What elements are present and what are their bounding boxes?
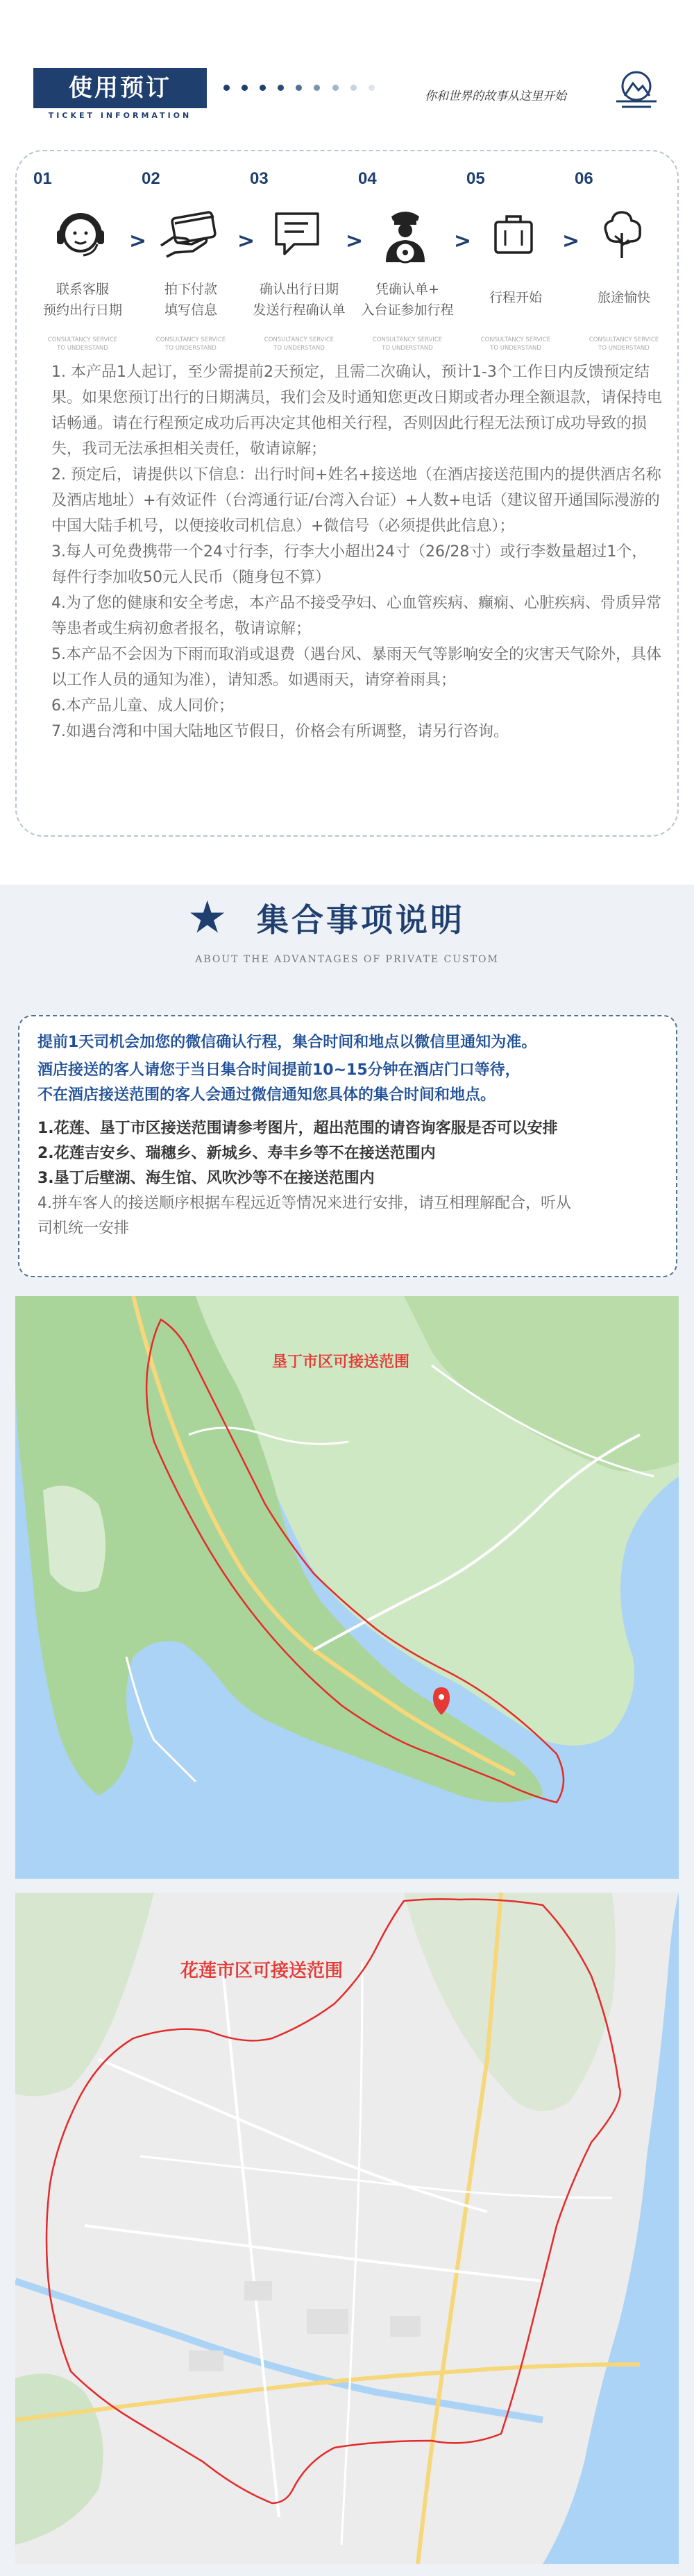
note-item: 3.每人可免费携带一个24寸行李，行李大小超出24寸（26/28寸）或行李数量超过1个，每件行李加收50元人民币（随身包不算）	[51, 543, 648, 586]
booking-steps-panel	[15, 150, 679, 837]
arrow-icon: >	[346, 229, 364, 253]
mountain-logo-icon	[612, 69, 661, 112]
gathering-section-header	[0, 888, 694, 978]
customer-service-headset-icon	[46, 203, 115, 265]
arrow-icon: >	[237, 229, 255, 253]
step-label: 凭确认单+ 入台证参加行程	[361, 282, 454, 318]
slogan: 你和世界的故事从这里开始	[425, 89, 566, 103]
step-number: 05	[466, 169, 485, 188]
step-en-caption: CONSULTANCY SERVICE TO UNDERSTAND	[480, 336, 551, 352]
note-item: 6.本产品儿童、成人同价；	[51, 697, 234, 715]
step-label: 旅途愉快	[597, 290, 650, 305]
title-badge	[33, 68, 207, 108]
info-line: 酒店接送的客人请您于当日集合时间提前10~15分钟在酒店门口等待，	[37, 1061, 520, 1079]
info-item: 1.花莲、垦丁市区接送范围请参考图片，超出范围的请咨询客服是否可以安排	[37, 1120, 558, 1137]
section-subtitle: ABOUT THE ADVANTAGES OF PRIVATE CUSTOM	[195, 954, 499, 965]
step-number: 01	[33, 169, 52, 188]
card-payment-icon	[154, 203, 223, 265]
kenting-range-label: 垦丁市区可接送范围	[272, 1354, 410, 1371]
kenting-map-image	[15, 1296, 679, 1879]
hualien-map	[15, 1893, 679, 2564]
step-en-caption: CONSULTANCY SERVICE TO UNDERSTAND	[155, 336, 226, 352]
kenting-map	[15, 1296, 679, 1879]
info-line: 提前1天司机会加您的微信确认行程，集合时间和地点以微信里通知为准。	[37, 1034, 537, 1051]
step-label: 确认出行日期 发送行程确认单	[253, 282, 346, 318]
step-label: 联系客服 预约出行日期	[42, 282, 122, 318]
step-number: 06	[575, 169, 593, 188]
star-icon: ★	[187, 892, 228, 944]
gathering-info-box	[18, 1015, 677, 1277]
note-item: 1. 本产品1人起订，至少需提前2天预定，且需二次确认，预计1-3个工作日内反馈预定结果。如果您预订出行的日期满员，我们会及时通知您更改日期或者办理全额退款，请保持电话畅通。请在行程预定成功后再决定其他相关行程，否则因此行程无法预订成功导致的损失，我司无法承担相关责任，敬请谅解；	[51, 364, 663, 458]
note-item: 4.为了您的健康和安全考虑，本产品不接受孕妇、心血管疾病、癫痫、心脏疾病、骨质异常等患者或生病初愈者报名，敬请谅解；	[51, 595, 661, 638]
step-label: 行程开始	[489, 290, 542, 305]
hualien-range-label: 花莲市区可接送范围	[180, 1961, 344, 1981]
decorative-dots	[223, 80, 383, 94]
hualien-map-image	[15, 1893, 679, 2564]
driver-steering-wheel-icon	[371, 203, 440, 265]
note-item: 7.如遇台湾和中国大陆地区节假日，价格会有所调整，请另行咨询。	[51, 723, 509, 740]
tree-icon	[587, 203, 657, 265]
arrow-icon: >	[454, 229, 472, 253]
info-item: 司机统一安排	[37, 1220, 130, 1237]
page-title: 使用预订	[69, 74, 171, 102]
suitcase-icon	[479, 203, 548, 265]
booking-notes	[51, 359, 662, 744]
step-en-caption: CONSULTANCY SERVICE TO UNDERSTAND	[589, 336, 659, 352]
ticket-header	[0, 0, 694, 139]
note-item: 5.本产品不会因为下雨而取消或退费（遇台风、暴雨天气等影响安全的灾害天气除外，具体以工作人员的通知为准），请知悉。如遇雨天，请穿着雨具；	[51, 646, 661, 689]
info-line: 不在酒店接送范围的客人会通过微信通知您具体的集合时间和地点。	[37, 1086, 496, 1104]
info-item: 3.垦丁后壁湖、海生馆、风吹沙等不在接送范围内	[37, 1170, 375, 1187]
info-item: 2.花莲吉安乡、瑞穗乡、新城乡、寿丰乡等不在接送范围内	[37, 1145, 436, 1162]
step-number: 04	[358, 169, 377, 188]
chat-message-icon	[262, 203, 332, 265]
step-en-caption: CONSULTANCY SERVICE TO UNDERSTAND	[264, 336, 335, 352]
step-en-caption: CONSULTANCY SERVICE TO UNDERSTAND	[47, 336, 118, 352]
arrow-icon: >	[129, 229, 147, 253]
section-title: 集合事项说明	[257, 901, 465, 939]
arrow-icon: >	[562, 229, 580, 253]
step-number: 02	[142, 169, 160, 188]
step-label: 拍下付款 填写信息	[164, 282, 217, 318]
step-en-caption: CONSULTANCY SERVICE TO UNDERSTAND	[372, 336, 443, 352]
info-item: 4.拼车客人的接送顺序根据车程远近等情况来进行安排，请互相理解配合，听从	[37, 1195, 571, 1212]
page-subtitle: TICKET INFORMATION	[48, 111, 192, 120]
note-item: 2. 预定后，请提供以下信息：出行时间+姓名+接送地（在酒店接送范围内的提供酒店名称及酒店地址）+有效证件（台湾通行证/台湾入台证）+人数+电话（建议留开通国际漫游的中国大陆手机号，以便接收司机信息）+微信号（必须提供此信息）；	[51, 466, 661, 535]
step-number: 03	[250, 169, 269, 188]
